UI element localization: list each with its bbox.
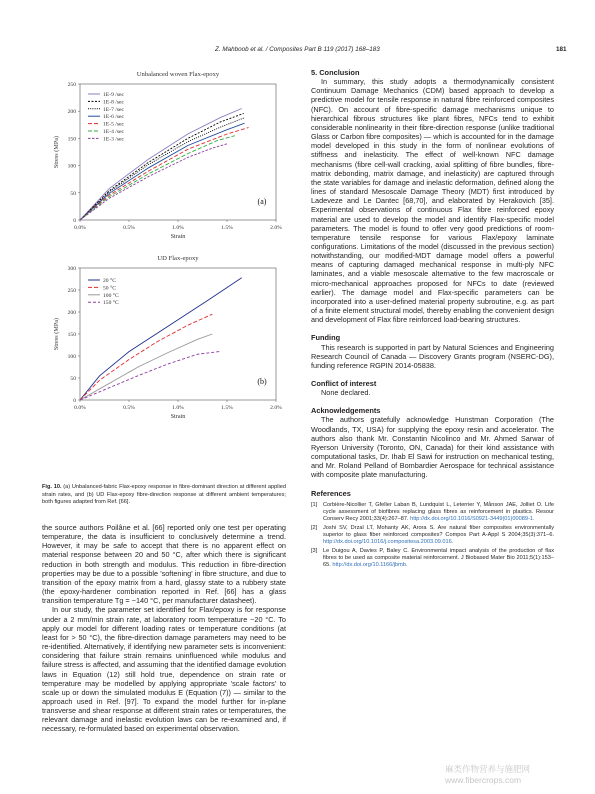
x-tick-label: 1.5%	[221, 405, 233, 411]
x-tick-label: 0.0%	[74, 225, 86, 231]
y-tick-label: 0	[73, 398, 76, 404]
legend-label: 1E-8 /sec	[103, 99, 124, 106]
legend-label: 150 °C	[103, 300, 119, 307]
legend-label: 50 °C	[103, 285, 116, 292]
reference-item	[311, 525, 554, 546]
chart-a	[42, 62, 286, 250]
reference-doi-link[interactable]: http://dx.doi.org/10.1016/j.compositesa.2003.09.016.	[323, 539, 454, 546]
legend-label: 20 °C	[103, 278, 116, 284]
left-paragraph-2: In our study, the parameter set identified for Flax/epoxy is for response under a 2 mm/min strain rate, at laboratory room temperature ~20 °C. To apply our model for different loading rates or temperature conditions (at least for > 50 °C), the fibre-direction damage parameters may need to be re-identified. Alternatively, if identifying new parameter sets is inconvenient: considering that failure strain remains uninfluenced while modulus and failure stress is affected, and assuming that the identified damage evolution laws in Equation (12) still hold true, dependence on strain rate or temperature may be modelled by applying appropriate 'scale factors' to scale up or down the simulated modulus E (Equation (7)) — similar to the approach used in Ref. [97]. To expand the model further for in-plane transverse and shear response at different strain rates or temperatures, the relevant damage and inelastic evolution laws can be re-examined and, if necessary, re-formulated based on experimental observation.	[42, 605, 286, 734]
reference-item	[311, 548, 554, 569]
chart-b	[42, 252, 286, 430]
x-tick-label: 1.5%	[221, 225, 233, 231]
legend-label: 1E-5 /sec	[103, 121, 124, 128]
y-tick-label: 100	[67, 354, 76, 360]
conclusion-heading: 5. Conclusion	[311, 68, 360, 77]
legend-label: 100 °C	[103, 292, 119, 299]
acknowledgements-heading: Acknowledgements	[311, 406, 381, 416]
reference-list	[311, 502, 554, 570]
x-axis-label: Strain	[170, 413, 186, 420]
left-column	[42, 523, 286, 734]
x-tick-label: 1.0%	[172, 225, 184, 231]
y-tick-label: 150	[67, 136, 76, 143]
y-tick-label: 0	[73, 218, 76, 224]
funding-heading: Funding	[311, 333, 341, 343]
x-tick-label: 2.0%	[270, 405, 282, 411]
right-column	[311, 68, 554, 572]
x-tick-label: 1.0%	[172, 405, 184, 411]
reference-doi-link[interactable]: http://dx.doi.org/10.1016/S0921-3449(01)00089-1.	[410, 515, 535, 522]
panel-label: (b)	[257, 377, 267, 386]
y-axis-label: Stress (MPa)	[53, 317, 60, 351]
series-line	[80, 144, 227, 220]
figure-caption-label: Fig. 10.	[42, 484, 62, 490]
reference-text: Le Duigou A, Davies P, Baley C. Environmental impact analysis of the production of flax fibres to be used as composite material reinforcement. J Biobased Mater Bio 2011;5(1):153–65.	[323, 548, 554, 569]
y-tick-label: 250	[67, 82, 76, 88]
reference-text: Corbière-Nicollier T, Gfeller Laban B, Lundquist L, Leterrier Y, Månson JAE, Jolliet O. Life cycle assessment of biofibres replacing glass fibres as reinforcement in plastics. Resour Conserv Recy 2001;33(4):267–87.	[323, 501, 554, 522]
y-tick-label: 150	[67, 332, 76, 338]
left-paragraph-1: the source authors Poilâne et al. [66] reported only one test per operating temperature, the data is insufficient to conclusively determine a trend. However, it may be safe to accept that there is no apparent effect on material response between 20 and 50 °C, after which there is significant reduction in both strength and modulus. This reduction in fibre-direction properties may be due to a possible 'softening' in fibre structure, and due to transition of the epoxy matrix from a hard, glassy state to a rubbery state (the epoxy-hardener combination reported in Ref. [66] has a glass transition temperature Tg = ~140 °C, per manufacturer datasheet).	[42, 523, 286, 606]
y-tick-label: 300	[67, 266, 76, 272]
chart-a-container	[42, 62, 286, 250]
y-tick-label: 50	[70, 376, 76, 382]
y-tick-label: 200	[67, 109, 76, 116]
legend-label: 1E-3 /sec	[103, 136, 124, 143]
x-tick-label: 0.5%	[123, 225, 135, 231]
funding-text: This research is supported in part by Natural Sciences and Engineering Research Council of Canada — Discovery Grants program (NSERC-DG), funding reference RGPIN 2014-05838.	[311, 342, 554, 370]
x-tick-label: 0.0%	[74, 405, 86, 411]
legend-label: 1E-6 /sec	[103, 114, 124, 121]
figure-caption	[42, 484, 286, 507]
acknowledgements-text: The authors gratefully acknowledge Hunstman Corporation (The Woodlands, TX, USA) for supplying the epoxy resin and accelerator. The authors also thank Mr. Constantin Nicolinco and Mr. Ahmed Sarwar of Ryerson University (Toronto, ON, Canada) for their kind assistance with computational tasks, Dr. Ihab El Sawi for instruction on mechanical testing, and Mr. Roland Pelland of Bombardier Aerospace for technical assistance with composite plate manufacturing.	[311, 415, 554, 480]
conflict-heading: Conflict of interest	[311, 379, 377, 388]
legend-label: 1E-7 /sec	[103, 106, 124, 113]
reference-text: Joshi SV, Drzal LT, Mohanty AK, Arora S. Are natural fiber composites environmentally superior to glass fiber reinforced composites? Compos Part A-Appl S 2004;35(3):371–6.	[323, 525, 554, 539]
chart-b-container	[42, 252, 286, 430]
running-title: Z. Mahboob et al. / Composites Part B 119 (2017) 168–183	[215, 46, 380, 53]
chart-title: UD Flax-epoxy	[157, 255, 199, 262]
conflict-text: None declared.	[321, 388, 371, 398]
x-axis-label: Strain	[170, 233, 186, 240]
y-tick-label: 200	[67, 310, 76, 316]
series-line	[80, 334, 212, 400]
chart-title: Unbalanced woven Flax-epoxy	[136, 71, 220, 78]
series-line	[80, 314, 212, 400]
series-line	[80, 352, 219, 400]
x-tick-label: 2.0%	[270, 225, 282, 231]
reference-item	[311, 502, 554, 523]
running-header	[0, 46, 595, 58]
reference-number: [2]	[311, 525, 318, 531]
legend-label: 1E-9 /sec	[103, 92, 124, 98]
x-tick-label: 0.5%	[123, 405, 135, 411]
page-number: 181	[556, 46, 567, 53]
references-heading: References	[311, 488, 351, 498]
y-tick-label: 100	[67, 163, 76, 170]
y-tick-label: 50	[70, 190, 76, 197]
legend-label: 1E-4 /sec	[103, 129, 124, 135]
reference-number: [1]	[311, 501, 318, 508]
watermark: 麻类作物营养与施肥网 www.fibercrops.com	[445, 764, 531, 785]
y-tick-label: 250	[67, 288, 76, 294]
reference-doi-link[interactable]: http://dx.doi.org/10.1166/jbmb.	[332, 562, 408, 569]
y-axis-label: Stress (MPa)	[53, 135, 60, 169]
panel-label: (a)	[257, 197, 267, 206]
reference-number: [3]	[311, 548, 318, 555]
figure-caption-text: (a) Unbalanced-fabric Flax-epoxy response in fibre-dominant direction at different applied strain rates, and (b) UD Flax-epoxy fibre-direction response at different ambient temperatures; both figures adapted from Ref. [66].	[42, 484, 286, 506]
conclusion-text: In summary, this study adopts a thermodynamically consistent Continuum Damage Mechanics (CDM) based approach to develop a predictive model for tensile response in natural fibre reinforced composites (NFC). On account of fibre-specific damage mechanisms unique to hierarchical fibrous structures like plant fibres, NFCs tend to exhibit considerable nonlinearity in their fibre-direction response (unlike traditional Glass or Carbon fibre composites) — which is accounted for in the damage model developed in this study in the form of nonlinear evolutions of stiffness and inelasticity. The effect of well-known NFC damage mechanisms (fibre cell-wall cracking, axial splitting of fibre bundles, fibre-matrix debonding, matrix damage, and inelasticity) are captured through the state variables for damage and inelastic deformation, defined along the lines of standard Mesoscale Damage Theory (MDT) first introduced by Ladeveze and Le Dantec [68,70], and elaborated by Herakovich [35]. Experimental observations of continuous Flax fibre reinforced epoxy material are used to develop the model and identify Flax-specific model parameters. The model is found to offer very good predictions of room-temperature tensile response for various Flax/epoxy laminate configurations. Limitations of the model (discussed in the previous section) notwithstanding, our modified-MDT damage model offers a powerful means of capturing damaged mechanical response in multi-ply NFC laminates, and a viable mesoscale alternative to the few macroscale or micro-mechanical approaches proposed for NFCs to date (reviewed earlier). The damage model and Flax-specific parameters can be incorporated into a user-defined material property subroutine, e.g. as part of a finite element structural model, thereby enabling the convenient design and development of Flax fibre reinforced load-bearing structures.	[311, 77, 554, 325]
